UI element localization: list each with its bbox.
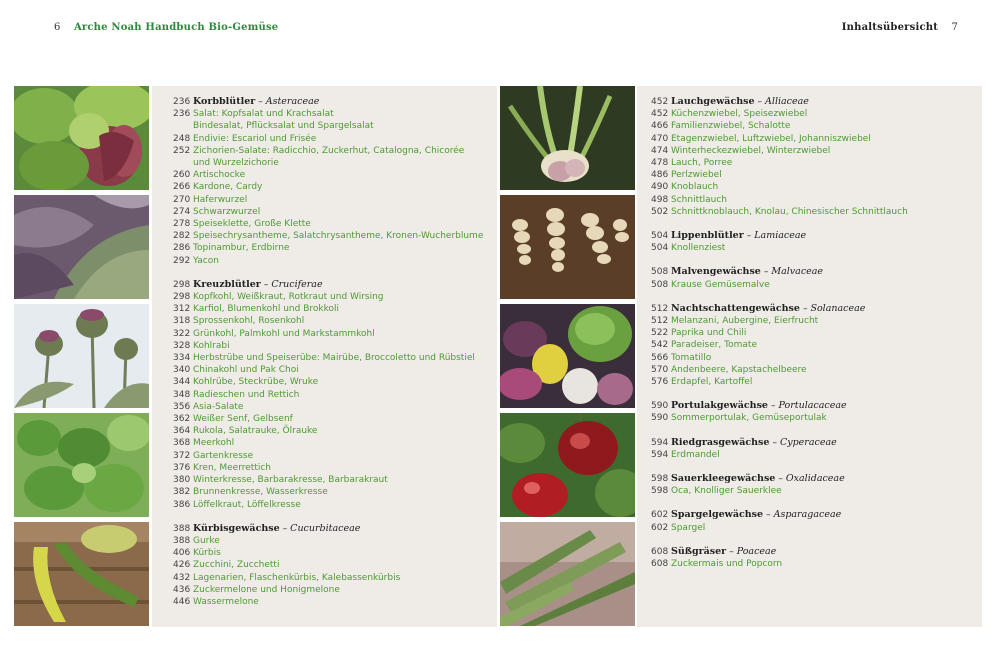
dash-separator: – <box>729 546 734 557</box>
entry-page: 504 <box>651 243 669 254</box>
entry-text: Herbstrübe und Speiserübe: Mairübe, Broccoletto und Rübstiel <box>193 353 475 364</box>
entry-text: Lagenarien, Flaschenkürbis, Kalebassenkürbis <box>193 572 401 583</box>
entry-page: 512 <box>651 316 669 327</box>
entry-page: 502 <box>651 206 669 217</box>
family-latin-name: Poaceae <box>736 545 777 557</box>
entry-text: Perlzwiebel <box>671 170 722 181</box>
dash-separator: – <box>746 231 752 242</box>
entry-page: 292 <box>173 255 191 266</box>
toc-group <box>173 523 493 608</box>
entry-page: 376 <box>173 462 191 473</box>
entry-text: Kürbis <box>193 548 221 559</box>
entry-page: 522 <box>651 328 669 339</box>
artichoke-closeup-photo <box>14 195 149 299</box>
toc-group <box>651 509 976 533</box>
toc-entry[interactable] <box>173 340 493 352</box>
entry-page: 348 <box>173 389 191 400</box>
toc-entry[interactable] <box>651 522 976 534</box>
knollenziest-photo <box>500 195 635 299</box>
entry-page: 594 <box>651 449 669 460</box>
toc-group <box>651 266 976 290</box>
toc-entry[interactable] <box>651 108 976 120</box>
family-page: 236 <box>173 97 191 107</box>
entry-page: 334 <box>173 353 191 364</box>
toc-entry[interactable] <box>651 206 976 218</box>
entry-text: Löffelkraut, Löffelkresse <box>193 499 301 510</box>
cardoon-flower-photo <box>14 304 149 408</box>
entry-page: 432 <box>173 572 191 583</box>
section-title: Inhaltsübersicht <box>841 22 939 33</box>
family-latin-name: Alliaceae <box>765 96 809 107</box>
entry-page: 478 <box>651 158 669 169</box>
dash-separator: – <box>802 303 808 314</box>
toc-group <box>651 473 976 497</box>
toc-entry[interactable] <box>651 242 976 254</box>
toc-group <box>651 437 976 461</box>
toc-entry[interactable] <box>651 364 976 376</box>
toc-entry[interactable] <box>173 218 493 230</box>
entry-page: 576 <box>651 377 669 388</box>
asparagus-photo <box>500 522 635 626</box>
family-latin-name: Portulacaceae <box>778 400 847 412</box>
entry-page: 436 <box>173 584 191 595</box>
page-number-left: 6 <box>54 22 61 33</box>
entry-text: Melanzani, Aubergine, Eierfrucht <box>671 316 819 327</box>
toc-entry[interactable] <box>651 133 976 145</box>
family-latin-name: Oxalidaceae <box>785 473 845 485</box>
entry-page: 406 <box>173 548 191 559</box>
family-latin-name: Cucurbitaceae <box>290 522 361 534</box>
entry-page: 322 <box>173 328 191 339</box>
toc-entry[interactable] <box>173 499 493 511</box>
entry-text: Speiseklette, Große Klette <box>193 219 311 230</box>
entry-text: Tomatillo <box>671 352 712 363</box>
entry-page: 372 <box>173 450 191 461</box>
family-name: Lippenblütler <box>671 230 744 242</box>
family-latin-name: Cruciferae <box>271 278 323 290</box>
toc-group <box>651 546 976 570</box>
family-latin-name: Solanaceae <box>810 302 866 314</box>
toc-entry[interactable] <box>173 474 493 486</box>
entry-text: Oca, Knolliger Sauerklee <box>671 486 782 497</box>
toc-entry[interactable] <box>173 572 493 584</box>
toc-group <box>651 230 976 254</box>
entry-page: 260 <box>173 170 191 181</box>
family-name: Kreuzblütler <box>193 278 261 290</box>
toc-entry[interactable] <box>173 315 493 327</box>
toc-entry[interactable] <box>173 559 493 571</box>
toc-entry[interactable] <box>173 291 493 303</box>
family-heading[interactable] <box>651 437 976 449</box>
entry-text: Kopfkohl, Weißkraut, Rotkraut und Wirsing <box>193 292 384 303</box>
entry-page: 602 <box>651 522 669 533</box>
family-name: Spargelgewächse <box>671 509 764 521</box>
entry-page <box>173 120 193 132</box>
entry-page: 490 <box>651 182 669 193</box>
entry-page: 386 <box>173 499 191 510</box>
toc-entry[interactable] <box>173 157 493 169</box>
entry-page: 380 <box>173 475 191 486</box>
toc-entry[interactable] <box>173 328 493 340</box>
toc-group <box>173 279 493 511</box>
entry-page: 270 <box>173 194 191 205</box>
toc-group <box>651 96 976 218</box>
family-heading[interactable] <box>173 279 493 291</box>
entry-text: Chinakohl und Pak Choi <box>193 365 299 376</box>
entry-text: Erdapfel, Kartoffel <box>671 377 753 388</box>
family-page: 508 <box>651 267 669 278</box>
entry-text: Zuckermais und Popcorn <box>671 559 783 570</box>
entry-text: Krause Gemüsemalve <box>671 279 770 290</box>
entry-page: 340 <box>173 365 191 376</box>
cress-photo <box>14 413 149 517</box>
family-page: 602 <box>651 510 669 521</box>
entry-text: Yacon <box>193 255 219 266</box>
entry-page: 368 <box>173 438 191 449</box>
entry-page: 298 <box>173 292 191 303</box>
family-page: 594 <box>651 437 669 448</box>
family-page: 504 <box>651 231 669 242</box>
entry-text: Asia-Salate <box>193 401 244 412</box>
entry-text: Paprika und Chili <box>671 328 747 339</box>
toc-entry[interactable] <box>173 255 493 267</box>
toc-entry[interactable] <box>651 157 976 169</box>
family-heading[interactable] <box>651 266 976 278</box>
family-latin-name: Asparagaceae <box>773 509 842 521</box>
entry-page: 426 <box>173 560 191 571</box>
entry-text: Lauch, Porree <box>671 158 733 169</box>
entry-page: 364 <box>173 426 191 437</box>
toc-entry[interactable] <box>173 242 493 254</box>
family-name: Korbblütler <box>193 96 256 107</box>
entry-text: Winterheckezwiebel, Winterzwiebel <box>671 145 831 156</box>
entry-text: Wassermelone <box>193 596 259 607</box>
entry-page: 498 <box>651 194 669 205</box>
toc-entry[interactable] <box>173 401 493 413</box>
dash-separator: – <box>282 523 288 534</box>
book-title: Arche Noah Handbuch Bio-Gemüse <box>73 22 279 33</box>
lettuce-photo <box>14 86 149 190</box>
toc-entry[interactable] <box>173 425 493 437</box>
entry-text: Andenbeere, Kapstachelbeere <box>671 364 807 375</box>
toc-entry[interactable] <box>173 303 493 315</box>
family-heading[interactable] <box>651 96 976 108</box>
family-latin-name: Malvaceae <box>771 266 824 278</box>
toc-entry[interactable] <box>173 486 493 498</box>
entry-text: Winterkresse, Barbarakresse, Barbarakraut <box>193 475 388 486</box>
toc-entry[interactable] <box>173 181 493 193</box>
entry-text: Kardone, Cardy <box>193 182 263 193</box>
entry-text: Knoblauch <box>671 182 719 193</box>
entry-page: 274 <box>173 206 191 217</box>
photo-column-right <box>500 86 635 627</box>
family-heading[interactable] <box>173 96 493 108</box>
entry-text: Karfiol, Blumenkohl und Brokkoli <box>193 304 339 315</box>
entry-page: 446 <box>173 596 191 607</box>
entry-text: Grünkohl, Palmkohl und Markstammkohl <box>193 328 375 339</box>
dash-separator: – <box>258 97 263 107</box>
family-heading[interactable] <box>651 230 976 242</box>
family-heading[interactable] <box>173 523 493 535</box>
toc-list-right <box>651 96 976 582</box>
entry-text: Kohlrabi <box>193 340 230 351</box>
family-heading[interactable] <box>651 400 976 412</box>
family-name: Kürbisgewächse <box>193 522 280 534</box>
dash-separator: – <box>770 401 776 412</box>
toc-entry[interactable] <box>173 584 493 596</box>
toc-entry[interactable] <box>651 412 976 424</box>
entry-text: Etagenzwiebel, Luftzwiebel, Johanniszwiebel <box>671 133 871 144</box>
entry-text: Zuckermelone und Honigmelone <box>193 584 340 595</box>
family-page: 512 <box>651 303 669 314</box>
family-page: 298 <box>173 279 191 290</box>
family-page: 598 <box>651 474 669 485</box>
entry-page: 566 <box>651 352 669 363</box>
family-name: Süßgräser <box>671 545 727 557</box>
entry-page: 344 <box>173 377 191 388</box>
entry-page: 248 <box>173 133 191 144</box>
entry-page: 486 <box>651 170 669 181</box>
entry-text: Knollenziest <box>671 243 726 254</box>
entry-text: Endivie: Escariol und Frisée <box>193 133 317 144</box>
toc-entry[interactable] <box>173 230 493 242</box>
entry-page: 508 <box>651 279 669 290</box>
toc-entry[interactable] <box>651 145 976 157</box>
family-name: Malvengewächse <box>671 266 761 278</box>
toc-group <box>173 96 493 267</box>
header-left <box>54 22 278 33</box>
dash-separator: – <box>772 437 777 448</box>
toc-entry[interactable] <box>173 108 493 120</box>
page-number-right: 7 <box>951 22 958 33</box>
toc-entry[interactable] <box>651 352 976 364</box>
entry-page: 266 <box>173 182 191 193</box>
entry-text: Gartenkresse <box>193 450 254 461</box>
entry-text: Erdmandel <box>671 449 720 460</box>
onion-photo <box>500 86 635 190</box>
family-page: 590 <box>651 401 669 412</box>
family-name: Sauerkleegewächse <box>671 473 776 485</box>
toc-entry[interactable] <box>651 120 976 132</box>
toc-entry[interactable] <box>173 364 493 376</box>
toc-entry[interactable] <box>651 558 976 570</box>
toc-list-left <box>173 96 493 620</box>
entry-page: 570 <box>651 364 669 375</box>
dash-separator: – <box>766 510 771 521</box>
toc-entry[interactable] <box>173 596 493 608</box>
family-name: Riedgrasgewächse <box>671 436 770 448</box>
entry-text: Küchenzwiebel, Speisezwiebel <box>671 109 808 120</box>
entry-text: Salat: Kopfsalat und Krachsalat <box>193 109 334 120</box>
toc-entry[interactable] <box>173 462 493 474</box>
entry-page: 590 <box>651 413 669 424</box>
dash-separator: – <box>263 279 269 290</box>
toc-entry[interactable] <box>651 485 976 497</box>
entry-text: Zichorien-Salate: Radicchio, Zuckerhut, Catalogna, Chicorée <box>193 145 465 156</box>
entry-text: Schwarzwurzel <box>193 206 261 217</box>
family-page: 452 <box>651 97 669 107</box>
entry-page: 388 <box>173 535 191 546</box>
entry-text: Speisechrysantheme, Salatchrysantheme, Kronen-Wucherblume <box>193 231 484 242</box>
toc-entry[interactable] <box>651 376 976 388</box>
pepper-plant-photo <box>500 413 635 517</box>
toc-entry[interactable] <box>173 352 493 364</box>
entry-text: Schnittknoblauch, Knolau, Chinesischer Schnittlauch <box>671 206 908 217</box>
toc-entry[interactable] <box>173 120 493 132</box>
toc-entry[interactable] <box>173 437 493 449</box>
entry-page: 318 <box>173 316 191 327</box>
toc-entry[interactable] <box>173 206 493 218</box>
zucchini-photo <box>14 522 149 626</box>
entry-page: 236 <box>173 109 191 120</box>
entry-text: und Wurzelzichorie <box>193 158 279 169</box>
toc-entry[interactable] <box>651 279 976 291</box>
toc-entry[interactable] <box>651 339 976 351</box>
entry-text: Rukola, Salatrauke, Ölrauke <box>193 426 318 437</box>
family-page: 388 <box>173 523 191 534</box>
entry-text: Brunnenkresse, Wasserkresse <box>193 487 328 498</box>
family-name: Nachtschattengewächse <box>671 302 800 314</box>
entry-page <box>173 157 193 169</box>
family-heading[interactable] <box>651 509 976 521</box>
toc-group <box>651 400 976 424</box>
entry-page: 466 <box>651 121 669 132</box>
toc-entry[interactable] <box>651 315 976 327</box>
entry-page: 278 <box>173 219 191 230</box>
entry-text: Radieschen und Rettich <box>193 389 300 400</box>
family-name: Portulakgewächse <box>671 400 768 412</box>
entry-page: 328 <box>173 340 191 351</box>
entry-text: Sprossenkohl, Rosenkohl <box>193 316 305 327</box>
toc-entry[interactable] <box>173 547 493 559</box>
entry-page: 362 <box>173 414 191 425</box>
toc-entry[interactable] <box>651 327 976 339</box>
toc-entry[interactable] <box>173 535 493 547</box>
family-name: Lauchgewächse <box>671 96 755 107</box>
family-latin-name: Asteraceae <box>265 96 320 107</box>
toc-entry[interactable] <box>173 389 493 401</box>
family-latin-name: Lamiaceae <box>754 230 807 242</box>
toc-entry[interactable] <box>651 449 976 461</box>
toc-entry[interactable] <box>651 169 976 181</box>
entry-text: Weißer Senf, Gelbsenf <box>193 414 293 425</box>
dash-separator: – <box>757 97 763 107</box>
header-right <box>842 22 958 33</box>
family-page: 608 <box>651 546 669 557</box>
toc-entry[interactable] <box>173 145 493 157</box>
entry-page: 470 <box>651 133 669 144</box>
family-heading[interactable] <box>651 473 976 485</box>
entry-page: 286 <box>173 243 191 254</box>
entry-page: 282 <box>173 231 191 242</box>
entry-page: 608 <box>651 559 669 570</box>
entry-page: 542 <box>651 340 669 351</box>
entry-text: Paradeiser, Tomate <box>671 340 757 351</box>
toc-entry[interactable] <box>173 413 493 425</box>
entry-page: 382 <box>173 487 191 498</box>
photo-column-left <box>14 86 149 627</box>
entry-page: 474 <box>651 145 669 156</box>
dash-separator: – <box>778 474 783 485</box>
family-heading[interactable] <box>651 546 976 558</box>
entry-page: 452 <box>651 109 669 120</box>
entry-page: 252 <box>173 145 191 156</box>
toc-entry[interactable] <box>651 194 976 206</box>
entry-text: Kren, Meerrettich <box>193 462 271 473</box>
family-heading[interactable] <box>651 303 976 315</box>
toc-entry[interactable] <box>651 181 976 193</box>
toc-entry[interactable] <box>173 376 493 388</box>
eggplant-tomato-photo <box>500 304 635 408</box>
entry-text: Meerkohl <box>193 438 235 449</box>
entry-text: Spargel <box>671 522 706 533</box>
toc-entry[interactable] <box>173 194 493 206</box>
family-latin-name: Cyperaceae <box>779 436 837 448</box>
entry-text: Sommerportulak, Gemüseportulak <box>671 413 827 424</box>
entry-text: Familienzwiebel, Schalotte <box>671 121 791 132</box>
entry-text: Haferwurzel <box>193 194 248 205</box>
dash-separator: – <box>763 267 769 278</box>
entry-text: Schnittlauch <box>671 194 727 205</box>
toc-entry[interactable] <box>173 169 493 181</box>
entry-text: Gurke <box>193 535 220 546</box>
toc-entry[interactable] <box>173 450 493 462</box>
entry-text: Artischocke <box>193 170 246 181</box>
toc-entry[interactable] <box>173 133 493 145</box>
entry-text: Zucchini, Zucchetti <box>193 560 280 571</box>
entry-page: 598 <box>651 486 669 497</box>
toc-group <box>651 303 976 388</box>
entry-text: Topinambur, Erdbirne <box>193 243 290 254</box>
entry-page: 356 <box>173 401 191 412</box>
entry-page: 312 <box>173 304 191 315</box>
entry-text: Kohlrübe, Steckrübe, Wruke <box>193 377 319 388</box>
entry-text: Bindesalat, Pflücksalat und Spargelsalat <box>193 121 374 132</box>
